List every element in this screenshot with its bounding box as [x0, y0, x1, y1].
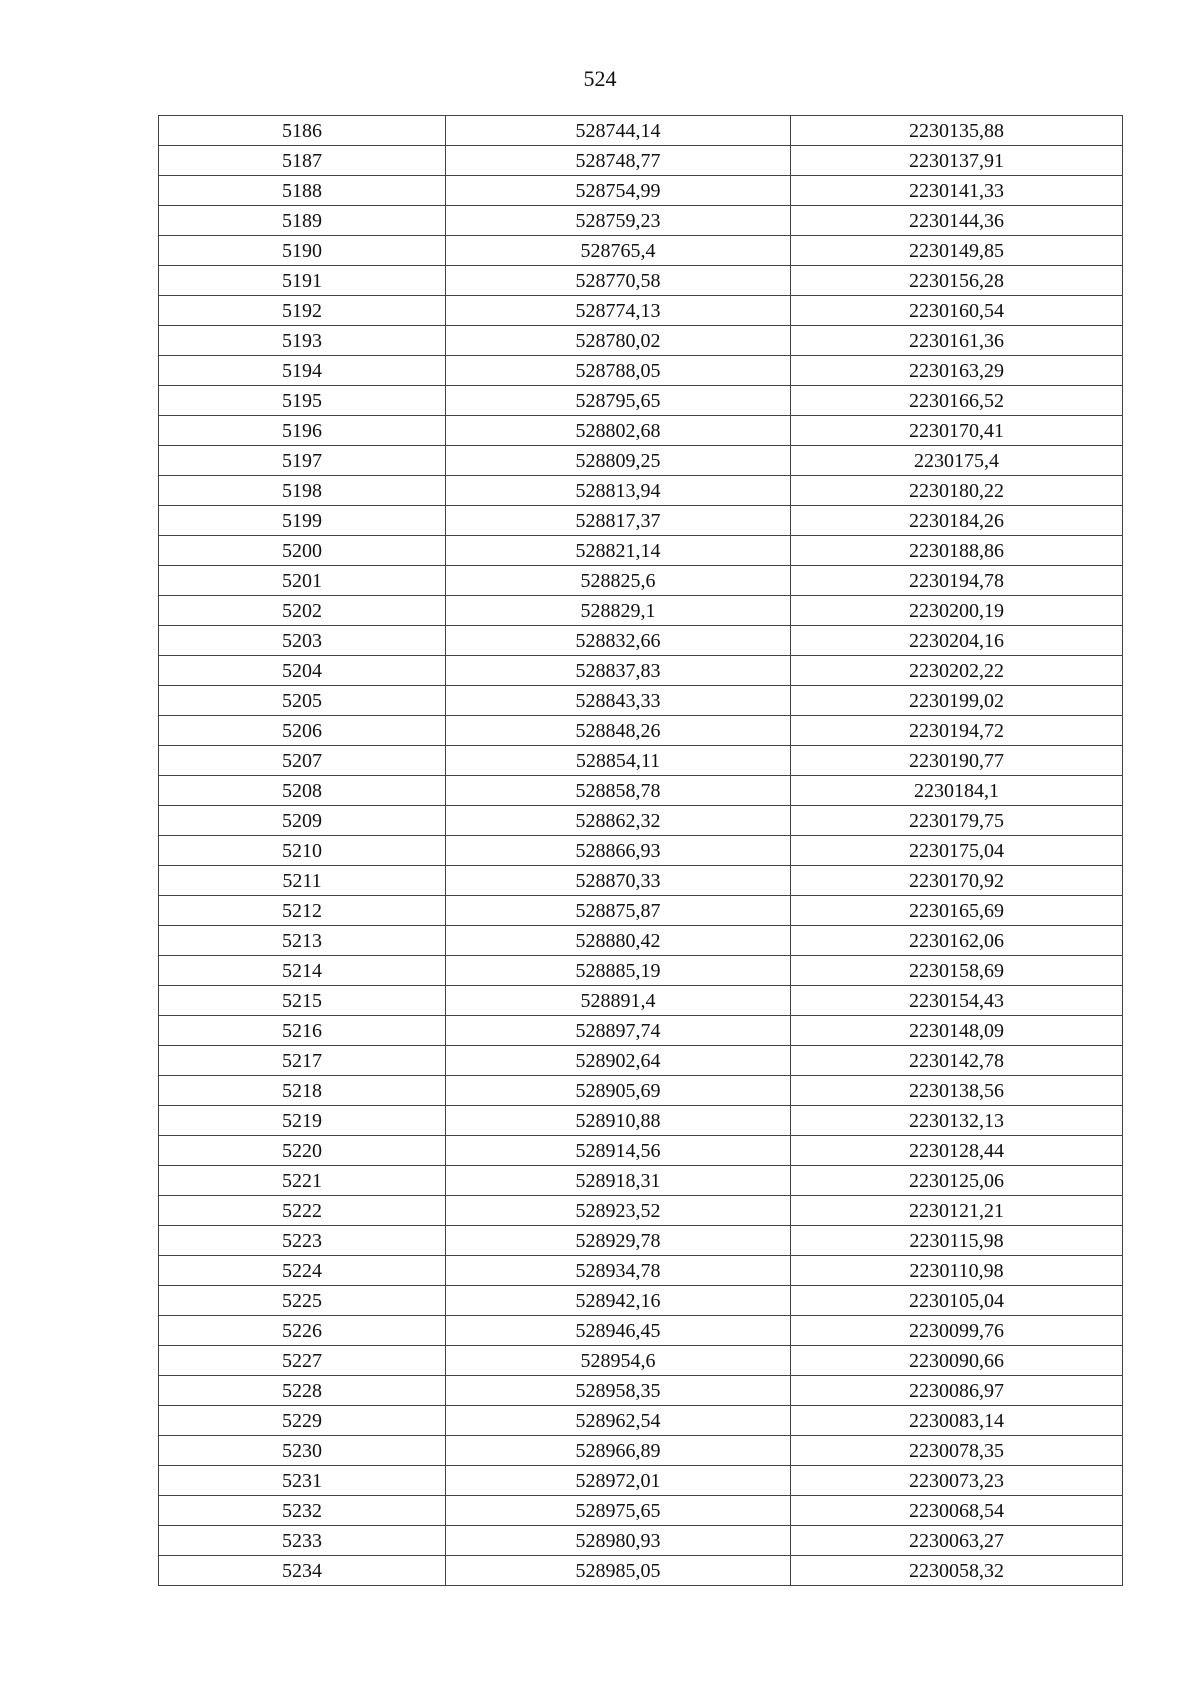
y-coordinate-cell: 2230125,06 [791, 1166, 1123, 1196]
point-number-cell: 5194 [159, 356, 446, 386]
x-coordinate-cell: 528962,54 [446, 1406, 791, 1436]
point-number-cell: 5221 [159, 1166, 446, 1196]
y-coordinate-cell: 2230142,78 [791, 1046, 1123, 1076]
point-number-cell: 5231 [159, 1466, 446, 1496]
table-row [159, 146, 1123, 176]
x-coordinate-cell: 528854,11 [446, 746, 791, 776]
table-row [159, 1076, 1123, 1106]
point-number-cell: 5215 [159, 986, 446, 1016]
table-row [159, 1256, 1123, 1286]
y-coordinate-cell: 2230180,22 [791, 476, 1123, 506]
y-coordinate-cell: 2230138,56 [791, 1076, 1123, 1106]
y-coordinate-cell: 2230137,91 [791, 146, 1123, 176]
point-number-cell: 5220 [159, 1136, 446, 1166]
table-row [159, 1226, 1123, 1256]
point-number-cell: 5199 [159, 506, 446, 536]
table-row [159, 1106, 1123, 1136]
point-number-cell: 5190 [159, 236, 446, 266]
y-coordinate-cell: 2230073,23 [791, 1466, 1123, 1496]
table-row [159, 386, 1123, 416]
table-row [159, 896, 1123, 926]
point-number-cell: 5210 [159, 836, 446, 866]
x-coordinate-cell: 528817,37 [446, 506, 791, 536]
x-coordinate-cell: 528958,35 [446, 1376, 791, 1406]
table-row [159, 866, 1123, 896]
x-coordinate-cell: 528821,14 [446, 536, 791, 566]
x-coordinate-cell: 528843,33 [446, 686, 791, 716]
y-coordinate-cell: 2230179,75 [791, 806, 1123, 836]
x-coordinate-cell: 528985,05 [446, 1556, 791, 1586]
x-coordinate-cell: 528862,32 [446, 806, 791, 836]
point-number-cell: 5205 [159, 686, 446, 716]
point-number-cell: 5232 [159, 1496, 446, 1526]
table-row [159, 686, 1123, 716]
point-number-cell: 5204 [159, 656, 446, 686]
point-number-cell: 5200 [159, 536, 446, 566]
x-coordinate-cell: 528929,78 [446, 1226, 791, 1256]
x-coordinate-cell: 528923,52 [446, 1196, 791, 1226]
point-number-cell: 5233 [159, 1526, 446, 1556]
y-coordinate-cell: 2230144,36 [791, 206, 1123, 236]
y-coordinate-cell: 2230105,04 [791, 1286, 1123, 1316]
y-coordinate-cell: 2230199,02 [791, 686, 1123, 716]
x-coordinate-cell: 528866,93 [446, 836, 791, 866]
point-number-cell: 5213 [159, 926, 446, 956]
y-coordinate-cell: 2230063,27 [791, 1526, 1123, 1556]
x-coordinate-cell: 528770,58 [446, 266, 791, 296]
x-coordinate-cell: 528980,93 [446, 1526, 791, 1556]
y-coordinate-cell: 2230204,16 [791, 626, 1123, 656]
y-coordinate-cell: 2230161,36 [791, 326, 1123, 356]
point-number-cell: 5203 [159, 626, 446, 656]
point-number-cell: 5225 [159, 1286, 446, 1316]
table-row [159, 506, 1123, 536]
x-coordinate-cell: 528880,42 [446, 926, 791, 956]
table-row [159, 536, 1123, 566]
table-row [159, 1286, 1123, 1316]
table-row [159, 656, 1123, 686]
y-coordinate-cell: 2230166,52 [791, 386, 1123, 416]
x-coordinate-cell: 528829,1 [446, 596, 791, 626]
x-coordinate-cell: 528918,31 [446, 1166, 791, 1196]
x-coordinate-cell: 528765,4 [446, 236, 791, 266]
x-coordinate-cell: 528891,4 [446, 986, 791, 1016]
point-number-cell: 5195 [159, 386, 446, 416]
y-coordinate-cell: 2230194,78 [791, 566, 1123, 596]
x-coordinate-cell: 528914,56 [446, 1136, 791, 1166]
point-number-cell: 5186 [159, 116, 446, 146]
table-row [159, 1526, 1123, 1556]
table-row [159, 956, 1123, 986]
x-coordinate-cell: 528848,26 [446, 716, 791, 746]
point-number-cell: 5224 [159, 1256, 446, 1286]
table-row [159, 176, 1123, 206]
x-coordinate-cell: 528744,14 [446, 116, 791, 146]
point-number-cell: 5206 [159, 716, 446, 746]
y-coordinate-cell: 2230156,28 [791, 266, 1123, 296]
table-row [159, 806, 1123, 836]
y-coordinate-cell: 2230148,09 [791, 1016, 1123, 1046]
y-coordinate-cell: 2230090,66 [791, 1346, 1123, 1376]
x-coordinate-cell: 528754,99 [446, 176, 791, 206]
table-row [159, 266, 1123, 296]
table-row [159, 1016, 1123, 1046]
point-number-cell: 5209 [159, 806, 446, 836]
x-coordinate-cell: 528954,6 [446, 1346, 791, 1376]
y-coordinate-cell: 2230158,69 [791, 956, 1123, 986]
x-coordinate-cell: 528832,66 [446, 626, 791, 656]
y-coordinate-cell: 2230115,98 [791, 1226, 1123, 1256]
x-coordinate-cell: 528809,25 [446, 446, 791, 476]
x-coordinate-cell: 528905,69 [446, 1076, 791, 1106]
y-coordinate-cell: 2230132,13 [791, 1106, 1123, 1136]
y-coordinate-cell: 2230141,33 [791, 176, 1123, 206]
point-number-cell: 5230 [159, 1436, 446, 1466]
y-coordinate-cell: 2230188,86 [791, 536, 1123, 566]
table-row [159, 1496, 1123, 1526]
y-coordinate-cell: 2230128,44 [791, 1136, 1123, 1166]
x-coordinate-cell: 528813,94 [446, 476, 791, 506]
x-coordinate-cell: 528802,68 [446, 416, 791, 446]
point-number-cell: 5222 [159, 1196, 446, 1226]
x-coordinate-cell: 528748,77 [446, 146, 791, 176]
y-coordinate-cell: 2230162,06 [791, 926, 1123, 956]
y-coordinate-cell: 2230200,19 [791, 596, 1123, 626]
y-coordinate-cell: 2230202,22 [791, 656, 1123, 686]
table-row [159, 206, 1123, 236]
table-row [159, 596, 1123, 626]
x-coordinate-cell: 528972,01 [446, 1466, 791, 1496]
y-coordinate-cell: 2230170,92 [791, 866, 1123, 896]
y-coordinate-cell: 2230099,76 [791, 1316, 1123, 1346]
y-coordinate-cell: 2230184,26 [791, 506, 1123, 536]
table-row [159, 356, 1123, 386]
x-coordinate-cell: 528795,65 [446, 386, 791, 416]
y-coordinate-cell: 2230170,41 [791, 416, 1123, 446]
table-row [159, 776, 1123, 806]
table-row [159, 1166, 1123, 1196]
point-number-cell: 5193 [159, 326, 446, 356]
x-coordinate-cell: 528975,65 [446, 1496, 791, 1526]
table-row [159, 1556, 1123, 1586]
x-coordinate-cell: 528780,02 [446, 326, 791, 356]
x-coordinate-cell: 528942,16 [446, 1286, 791, 1316]
x-coordinate-cell: 528966,89 [446, 1436, 791, 1466]
table-row [159, 236, 1123, 266]
table-body [159, 116, 1123, 1586]
table-row [159, 1436, 1123, 1466]
point-number-cell: 5188 [159, 176, 446, 206]
point-number-cell: 5212 [159, 896, 446, 926]
point-number-cell: 5196 [159, 416, 446, 446]
x-coordinate-cell: 528788,05 [446, 356, 791, 386]
point-number-cell: 5214 [159, 956, 446, 986]
point-number-cell: 5229 [159, 1406, 446, 1436]
point-number-cell: 5198 [159, 476, 446, 506]
table-row [159, 1346, 1123, 1376]
table-row [159, 836, 1123, 866]
point-number-cell: 5189 [159, 206, 446, 236]
table-row [159, 716, 1123, 746]
y-coordinate-cell: 2230086,97 [791, 1376, 1123, 1406]
y-coordinate-cell: 2230083,14 [791, 1406, 1123, 1436]
table-row [159, 326, 1123, 356]
point-number-cell: 5226 [159, 1316, 446, 1346]
y-coordinate-cell: 2230190,77 [791, 746, 1123, 776]
table-row [159, 1466, 1123, 1496]
point-number-cell: 5223 [159, 1226, 446, 1256]
table-row [159, 1196, 1123, 1226]
x-coordinate-cell: 528759,23 [446, 206, 791, 236]
page-number: 524 [583, 66, 617, 91]
x-coordinate-cell: 528885,19 [446, 956, 791, 986]
y-coordinate-cell: 2230175,04 [791, 836, 1123, 866]
coordinates-table [158, 115, 1123, 1586]
point-number-cell: 5228 [159, 1376, 446, 1406]
point-number-cell: 5218 [159, 1076, 446, 1106]
point-number-cell: 5192 [159, 296, 446, 326]
y-coordinate-cell: 2230175,4 [791, 446, 1123, 476]
point-number-cell: 5208 [159, 776, 446, 806]
y-coordinate-cell: 2230184,1 [791, 776, 1123, 806]
point-number-cell: 5219 [159, 1106, 446, 1136]
table-row [159, 926, 1123, 956]
table-row [159, 296, 1123, 326]
table-row [159, 116, 1123, 146]
table-row [159, 416, 1123, 446]
x-coordinate-cell: 528774,13 [446, 296, 791, 326]
point-number-cell: 5211 [159, 866, 446, 896]
table-row [159, 446, 1123, 476]
y-coordinate-cell: 2230154,43 [791, 986, 1123, 1016]
point-number-cell: 5191 [159, 266, 446, 296]
table-row [159, 1376, 1123, 1406]
point-number-cell: 5207 [159, 746, 446, 776]
y-coordinate-cell: 2230078,35 [791, 1436, 1123, 1466]
table-row [159, 746, 1123, 776]
y-coordinate-cell: 2230121,21 [791, 1196, 1123, 1226]
table-row [159, 566, 1123, 596]
point-number-cell: 5187 [159, 146, 446, 176]
y-coordinate-cell: 2230135,88 [791, 116, 1123, 146]
y-coordinate-cell: 2230058,32 [791, 1556, 1123, 1586]
x-coordinate-cell: 528946,45 [446, 1316, 791, 1346]
table-row [159, 626, 1123, 656]
y-coordinate-cell: 2230149,85 [791, 236, 1123, 266]
point-number-cell: 5227 [159, 1346, 446, 1376]
x-coordinate-cell: 528897,74 [446, 1016, 791, 1046]
x-coordinate-cell: 528902,64 [446, 1046, 791, 1076]
point-number-cell: 5197 [159, 446, 446, 476]
table-row [159, 476, 1123, 506]
x-coordinate-cell: 528837,83 [446, 656, 791, 686]
x-coordinate-cell: 528825,6 [446, 566, 791, 596]
y-coordinate-cell: 2230068,54 [791, 1496, 1123, 1526]
x-coordinate-cell: 528858,78 [446, 776, 791, 806]
x-coordinate-cell: 528910,88 [446, 1106, 791, 1136]
point-number-cell: 5234 [159, 1556, 446, 1586]
table-row [159, 1406, 1123, 1436]
table-row [159, 1316, 1123, 1346]
point-number-cell: 5202 [159, 596, 446, 626]
table-row [159, 986, 1123, 1016]
y-coordinate-cell: 2230165,69 [791, 896, 1123, 926]
x-coordinate-cell: 528934,78 [446, 1256, 791, 1286]
x-coordinate-cell: 528875,87 [446, 896, 791, 926]
point-number-cell: 5217 [159, 1046, 446, 1076]
y-coordinate-cell: 2230160,54 [791, 296, 1123, 326]
table-row [159, 1136, 1123, 1166]
table-row [159, 1046, 1123, 1076]
y-coordinate-cell: 2230163,29 [791, 356, 1123, 386]
x-coordinate-cell: 528870,33 [446, 866, 791, 896]
point-number-cell: 5216 [159, 1016, 446, 1046]
y-coordinate-cell: 2230110,98 [791, 1256, 1123, 1286]
y-coordinate-cell: 2230194,72 [791, 716, 1123, 746]
point-number-cell: 5201 [159, 566, 446, 596]
